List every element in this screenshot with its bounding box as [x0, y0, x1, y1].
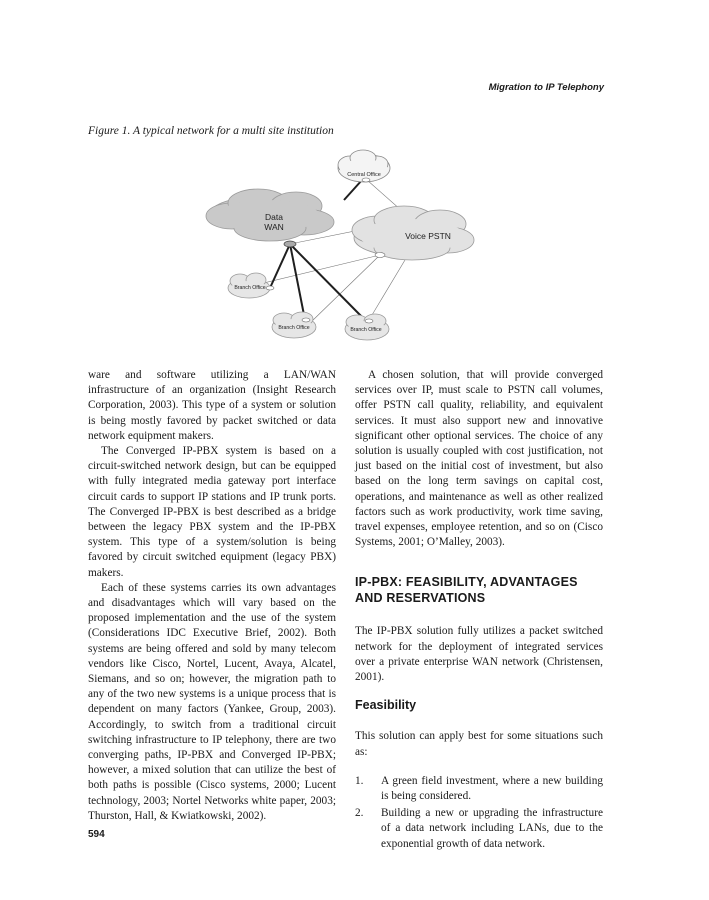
network-diagram: [0, 140, 709, 350]
running-title: Migration to IP Telephony: [488, 82, 604, 93]
right-paragraph-1: A chosen solution, that will provide converged services over IP, must scale to PSTN call volumes, offer PSTN call quality, reliability, and equivalent services. It must also support new and innovative significant other optional services. The choice of any solution is usually coupled with cost justification, not just based on the initial cost of investment, but also based on the long term savings on capital cost, operations, and maintenance as well as other realized factors such as work productivity, work time saving, travel expenses, employee retention, and so on (Cisco Systems, 2001; O’Malley, 2003).: [355, 369, 603, 549]
branch-office-label-3: Branch Office: [350, 327, 382, 333]
section-heading: IP-PBX: FEASIBILITY, ADVANTAGES AND RESERVATIONS: [355, 575, 578, 606]
branch-office-label-2: Branch Office: [278, 325, 310, 331]
right-paragraph-3: This solution can apply best for some situations such as:: [355, 730, 603, 758]
numbered-list: [355, 774, 603, 852]
right-paragraph-2: The IP-PBX solution fully utilizes a packet switched network for the deployment of integrated services over a private enterprise WAN network (Christensen, 2001).: [355, 625, 603, 684]
left-column: [88, 368, 336, 824]
router-icon: [302, 318, 310, 322]
left-paragraph-2: The Converged IP-PBX system is based on a circuit-switched network design, but can be equipped with fully integrated media gateway port interface circuit cards to support IP stations and IP trunk ports. The Converged IP-PBX is best described as a bridge between the legacy PBX system and the IP-PBX system. This type of a system/solution is being favored by circuit switched equipment (legacy PBX) makers.: [88, 445, 336, 579]
subsection-heading: Feasibility: [355, 698, 417, 713]
left-paragraph-1: ware and software utilizing a LAN/WAN infrastructure of an organization (Insight Research Corporation, 2003). This type of a system or solution is being mostly favored by packet switched or data network equipment makers.: [88, 369, 336, 442]
right-column: [355, 368, 603, 854]
data-wan-label-2: WAN: [264, 222, 284, 232]
page-number: 594: [88, 829, 105, 840]
data-wan-label-1: Data: [265, 212, 283, 222]
link-branch2-voice: [310, 255, 380, 323]
router-icon: [365, 319, 373, 323]
router-icon: [284, 241, 296, 247]
list-item: 2. Building a new or upgrading the infrastructure of a data network including LANs, due to the exponential growth of data network.: [355, 807, 603, 850]
figure-caption: Figure 1. A typical network for a multi site institution: [88, 125, 334, 137]
central-office-label: Central Office: [347, 172, 381, 178]
link-wan-central: [344, 180, 362, 200]
voice-pstn-label: Voice PSTN: [405, 231, 451, 241]
link-wan-branch2: [290, 244, 305, 320]
left-paragraph-3: Each of these systems carries its own advantages and disadvantages which will vary based on the proposed implementation and the use of the system (Considerations IDC Executive Brief, 2002). Both systems are being offered and sold by many telecom vendors like Cisco, Nortel, Lucent, Avaya, Alcatel, Siemans, and so on; however, the migration path to any of the two new systems is a unique process that is dependent on many factors (Yankee, Group, 2003). Accordingly, to switch from a traditional circuit switching infrastructure to IP telephony, there are two converging paths, IP-PBX and Converged IP-PBX; however, a mixed solution that can utilize the best of both paths is possible (Cisco systems, 2000; Lucent technology, 2003; Nortel Networks white paper, 2003; Thurston, Hall, & Kwiatkowski, 2002).: [88, 581, 336, 822]
link-branch3-voice: [369, 260, 405, 320]
list-item: 1. A green field investment, where a new building is being considered.: [355, 774, 603, 803]
router-icon: [266, 286, 274, 290]
branch-office-label-1: Branch Office: [234, 285, 266, 291]
link-wan-branch3: [290, 244, 365, 320]
link-wan-branch1: [270, 244, 290, 288]
router-icon: [375, 253, 385, 258]
router-icon: [362, 178, 370, 182]
